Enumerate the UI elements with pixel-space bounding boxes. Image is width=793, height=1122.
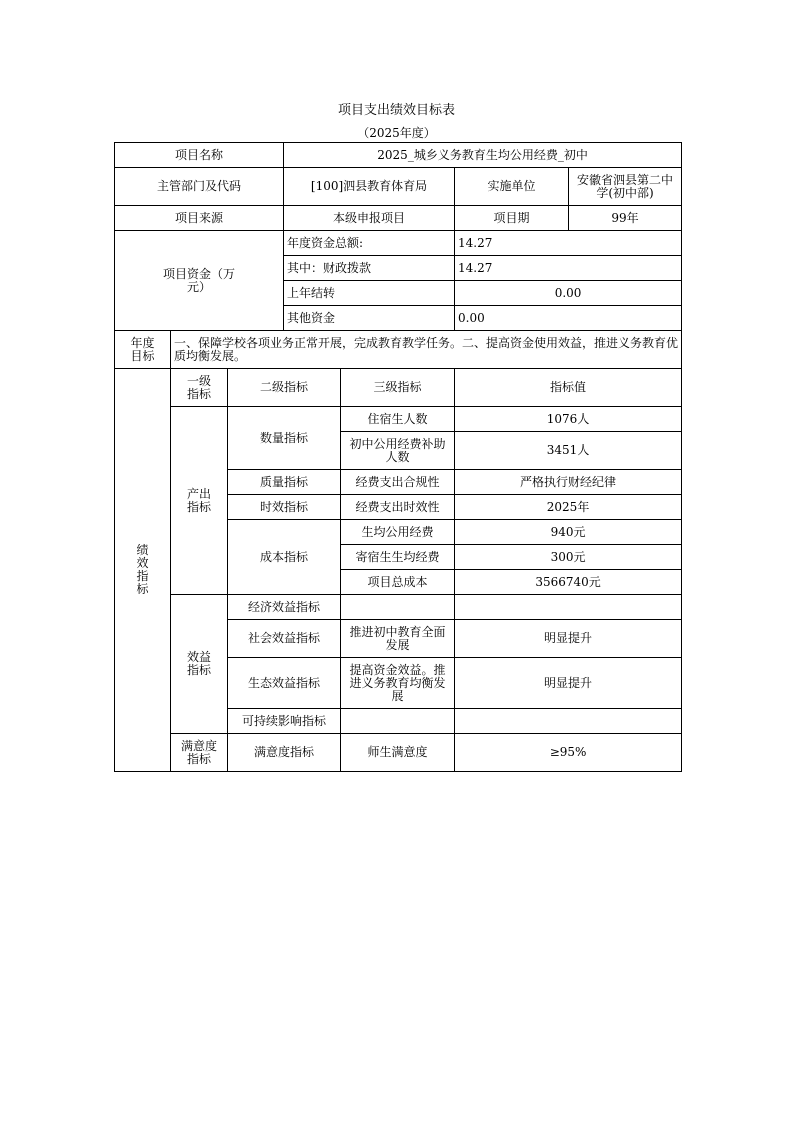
other-funds-label: 其他资金 bbox=[284, 306, 455, 331]
sustainable-impact-name bbox=[341, 709, 455, 734]
sustainable-impact-value bbox=[455, 709, 682, 734]
project-source-label: 项目来源 bbox=[115, 206, 284, 231]
fiscal-appropriation-label: 其中：财政拨款 bbox=[284, 256, 455, 281]
per-student-cost-value: 940元 bbox=[455, 520, 682, 545]
social-benefit-name: 推进初中教育全面发展 bbox=[341, 620, 455, 658]
performance-target-table bbox=[114, 142, 682, 772]
department-value: [100]泗县教育体育局 bbox=[284, 168, 455, 206]
total-cost-value: 3566740元 bbox=[455, 570, 682, 595]
cost-indicator-label: 成本指标 bbox=[228, 520, 341, 595]
project-source-value: 本级申报项目 bbox=[284, 206, 455, 231]
satisfaction-value: ≥95% bbox=[455, 734, 682, 772]
fiscal-appropriation-value: 14.27 bbox=[455, 256, 682, 281]
level2-header: 二级指标 bbox=[228, 369, 341, 407]
project-name-label: 项目名称 bbox=[115, 143, 284, 168]
satisfaction-sub-label: 满意度指标 bbox=[228, 734, 341, 772]
project-funds-label: 项目资金（万元） bbox=[115, 231, 284, 331]
funds-total-row bbox=[115, 231, 682, 256]
sustainable-impact-label: 可持续影响指标 bbox=[228, 709, 341, 734]
boarding-students-value: 1076人 bbox=[455, 407, 682, 432]
level3-header: 三级指标 bbox=[341, 369, 455, 407]
subsidy-students-value: 3451人 bbox=[455, 432, 682, 470]
page-subtitle: （2025年度） bbox=[357, 126, 436, 140]
ecological-benefit-name: 提高资金效益。推进义务教育均衡发展 bbox=[341, 658, 455, 709]
table-row bbox=[115, 595, 682, 620]
project-period-label: 项目期 bbox=[455, 206, 569, 231]
department-row bbox=[115, 168, 682, 206]
project-name-value: 2025_城乡义务教育生均公用经费_初中 bbox=[284, 143, 682, 168]
project-period-value: 99年 bbox=[569, 206, 682, 231]
level1-header: 一级指标 bbox=[171, 369, 228, 407]
carryover-value: 0.00 bbox=[455, 281, 682, 306]
indicator-header-row bbox=[115, 369, 682, 407]
implementing-unit-value: 安徽省泗县第二中学(初中部) bbox=[569, 168, 682, 206]
economic-benefit-name bbox=[341, 595, 455, 620]
annual-goal-label: 年度目标 bbox=[115, 331, 171, 369]
output-indicator-label: 产出指标 bbox=[171, 407, 228, 595]
table-row bbox=[115, 407, 682, 432]
per-student-cost-name: 生均公用经费 bbox=[341, 520, 455, 545]
annual-goal-text: 一、保障学校各项业务正常开展，完成教育教学任务。二、提高资金使用效益，推进义务教育优质均衡发展。 bbox=[171, 331, 682, 369]
carryover-label: 上年结转 bbox=[284, 281, 455, 306]
performance-indicators-label: 绩效指标 bbox=[115, 369, 171, 772]
annual-total-label: 年度资金总额: bbox=[284, 231, 455, 256]
satisfaction-indicator-label: 满意度指标 bbox=[171, 734, 228, 772]
compliance-name: 经费支出合规性 bbox=[341, 470, 455, 495]
boarding-students-name: 住宿生人数 bbox=[341, 407, 455, 432]
project-name-row bbox=[115, 143, 682, 168]
compliance-value: 严格执行财经纪律 bbox=[455, 470, 682, 495]
economic-benefit-value bbox=[455, 595, 682, 620]
quantity-indicator-label: 数量指标 bbox=[228, 407, 341, 470]
subsidy-students-name: 初中公用经费补助人数 bbox=[341, 432, 455, 470]
project-source-row bbox=[115, 206, 682, 231]
ecological-benefit-value: 明显提升 bbox=[455, 658, 682, 709]
quality-indicator-label: 质量指标 bbox=[228, 470, 341, 495]
page-title: 项目支出绩效目标表 bbox=[337, 103, 455, 118]
annual-goal-row bbox=[115, 331, 682, 369]
boarding-cost-value: 300元 bbox=[455, 545, 682, 570]
social-benefit-value: 明显提升 bbox=[455, 620, 682, 658]
indicator-value-header: 指标值 bbox=[455, 369, 682, 407]
table-row bbox=[115, 734, 682, 772]
annual-total-value: 14.27 bbox=[455, 231, 682, 256]
benefit-indicator-label: 效益指标 bbox=[171, 595, 228, 734]
other-funds-value: 0.00 bbox=[455, 306, 682, 331]
economic-benefit-label: 经济效益指标 bbox=[228, 595, 341, 620]
ecological-benefit-label: 生态效益指标 bbox=[228, 658, 341, 709]
satisfaction-name: 师生满意度 bbox=[341, 734, 455, 772]
timeliness-indicator-label: 时效指标 bbox=[228, 495, 341, 520]
social-benefit-label: 社会效益指标 bbox=[228, 620, 341, 658]
timeliness-value: 2025年 bbox=[455, 495, 682, 520]
implementing-unit-label: 实施单位 bbox=[455, 168, 569, 206]
boarding-cost-name: 寄宿生生均经费 bbox=[341, 545, 455, 570]
department-label: 主管部门及代码 bbox=[115, 168, 284, 206]
timeliness-name: 经费支出时效性 bbox=[341, 495, 455, 520]
total-cost-name: 项目总成本 bbox=[341, 570, 455, 595]
